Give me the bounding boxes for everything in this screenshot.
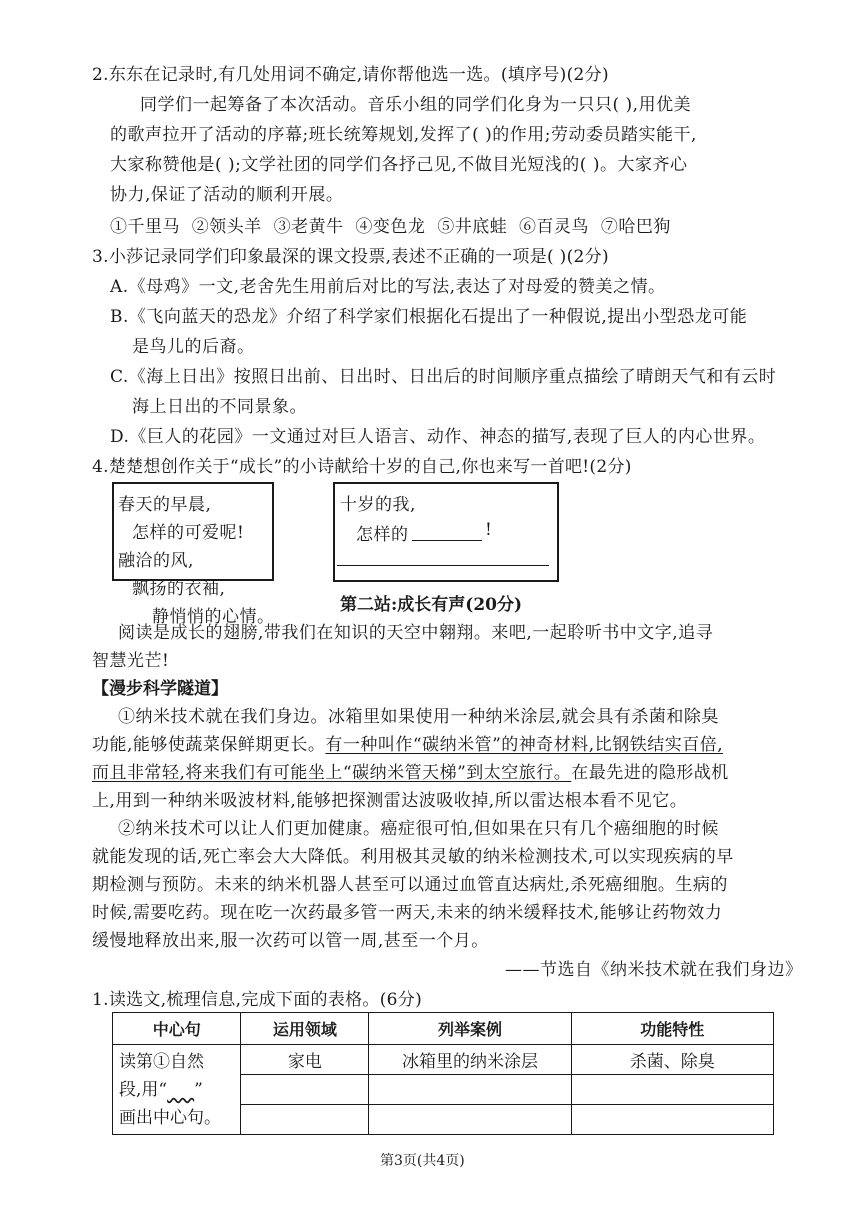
underlined-sentence-1: 有一种叫作“碳纳米管”的神奇材料,比钢铁结实百倍, <box>325 735 724 755</box>
section-intro-2: 智慧光芒! <box>92 651 170 671</box>
table-cell-example-2[interactable] <box>369 1075 571 1105</box>
passage-p2-line-4: 时候,需要吃药。现在吃一次药最多管一两天,未来的纳米缓释技术,能够让药物效力 <box>92 903 723 923</box>
underlined-sentence-2: 而且非常轻,将来我们有可能坐上“碳纳米管天梯”到太空旅行。 <box>92 763 572 783</box>
q3-option-d: D.《巨人的花园》一文通过对巨人语言、动作、神态的描写,表现了巨人的内心世界。 <box>110 427 766 447</box>
passage-p2-line-3: 期检测与预防。未来的纳米机器人甚至可以通过血管直达病灶,杀死癌细胞。生病的 <box>92 875 728 895</box>
table-cell-feature-2[interactable] <box>571 1075 773 1105</box>
read-q1-title: 1.读选文,梳理信息,完成下面的表格。(6分) <box>92 990 423 1010</box>
q2-line-4: 协力,保证了活动的顺利开展。 <box>110 185 344 205</box>
passage-source: ——节选自《纳米技术就在我们身边》 <box>505 960 803 980</box>
passage-p2-line-2: 就能发现的话,死亡率会大大降低。利用极其灵敏的纳米检测技术,可以实现疾病的早 <box>92 847 734 867</box>
table-cell-instruction: 读第①自然 段,用“ ” 画出中心句。 <box>113 1045 241 1135</box>
poem-line-2: 怎样的可爱呢! <box>132 523 245 543</box>
poem-line-1: 春天的早晨, <box>118 495 212 515</box>
poem-answer-line-2: 怎样的 <box>356 525 409 545</box>
poem-line-3: 融洽的风, <box>118 551 194 571</box>
table-header-example: 列举案例 <box>369 1013 571 1045</box>
section-intro-1: 阅读是成长的翅膀,带我们在知识的天空中翱翔。来吧,一起聆听书中文字,追寻 <box>118 623 714 643</box>
table-header-center-sentence: 中心句 <box>113 1013 241 1045</box>
page-footer: 第3页(共4页) <box>380 1153 465 1169</box>
poem-answer-exclaim: ! <box>485 520 493 540</box>
table-cell-domain-1: 家电 <box>241 1045 369 1075</box>
poem-answer-line-1: 十岁的我, <box>340 495 416 515</box>
q3-title: 3.小莎记录同学们印象最深的课文投票,表述不正确的一项是( )(2分) <box>92 247 609 267</box>
table-cell-example-3[interactable] <box>369 1105 571 1135</box>
table-header-feature: 功能特性 <box>571 1013 773 1045</box>
passage-p1-line-4: 上,用到一种纳米吸波材料,能够把探测雷达波吸收掉,所以雷达根本看不见它。 <box>92 791 688 811</box>
info-table <box>112 1012 774 1135</box>
table-cell-domain-3[interactable] <box>241 1105 369 1135</box>
q3-option-b: B.《飞向蓝天的恐龙》介绍了科学家们根据化石提出了一种假说,提出小型恐龙可能 <box>110 307 748 327</box>
poem-line-5: 静悄悄的心情。 <box>152 607 275 627</box>
q3-option-c: C.《海上日出》按照日出前、日出时、日出后的时间顺序重点描绘了晴朗天气和有云时 <box>110 367 777 387</box>
q2-options: ①千里马 ②领头羊 ③老黄牛 ④变色龙 ⑤井底蛙 ⑥百灵鸟 ⑦哈巴狗 <box>110 217 671 237</box>
q2-title: 2.东东在记录时,有几处用词不确定,请你帮他选一选。(填序号)(2分) <box>92 65 609 85</box>
poem-line-4: 飘扬的衣袖, <box>132 579 226 599</box>
passage-tag: 【漫步科学隧道】 <box>92 679 228 699</box>
passage-p1-line-2: 功能,能够使蔬菜保鲜期更长。有一种叫作“碳纳米管”的神奇材料,比钢铁结实百倍, <box>92 735 724 755</box>
table-cell-domain-2[interactable] <box>241 1075 369 1105</box>
q3-option-a: A.《母鸡》一文,老舍先生用前后对比的写法,表达了对母爱的赞美之情。 <box>110 277 666 297</box>
passage-p1-line-3: 而且非常轻,将来我们有可能坐上“碳纳米管天梯”到太空旅行。在最先进的隐形战机 <box>92 763 729 783</box>
poem-answer-line-a[interactable] <box>337 565 549 566</box>
q3-option-b-cont: 是鸟儿的后裔。 <box>132 337 255 357</box>
q2-line-1: 同学们一起筹备了本次活动。音乐小组的同学们化身为一只只( ),用优美 <box>140 95 692 115</box>
table-cell-feature-1: 杀菌、除臭 <box>571 1045 773 1075</box>
table-cell-example-1: 冰箱里的纳米涂层 <box>369 1045 571 1075</box>
passage-p1-line-1: ①纳米技术就在我们身边。冰箱里如果使用一种纳米涂层,就会具有杀菌和除臭 <box>118 707 719 727</box>
q2-line-3: 大家称赞他是( );文学社团的同学们各抒己见,不做目光短浅的( )。大家齐心 <box>110 155 688 175</box>
q4-title: 4.楚楚想创作关于“成长”的小诗献给十岁的自己,你也来写一首吧!(2分) <box>92 457 632 477</box>
q3-option-c-cont: 海上日出的不同景象。 <box>132 397 307 417</box>
q2-line-2: 的歌声拉开了活动的序幕;班长统筹规划,发挥了( )的作用;劳动委员踏实能干, <box>110 125 697 145</box>
passage-p2-line-5: 缓慢地释放出来,服一次药可以管一周,甚至一个月。 <box>92 931 489 951</box>
table-cell-feature-3[interactable] <box>571 1105 773 1135</box>
table-header-domain: 运用领域 <box>241 1013 369 1045</box>
passage-p2-line-1: ②纳米技术可以让人们更加健康。癌症很可怕,但如果在只有几个癌细胞的时候 <box>118 819 719 839</box>
poem-answer-blank[interactable] <box>412 540 482 541</box>
section-title: 第二站:成长有声(20分) <box>340 595 523 615</box>
